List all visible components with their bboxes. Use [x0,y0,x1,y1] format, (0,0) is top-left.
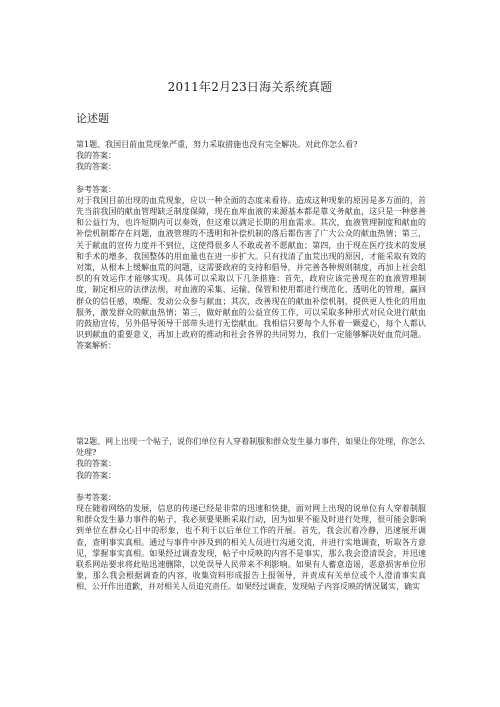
reference-answer-text: 现在随着网络的发展，信息的传递已经是非常的迅速和快捷，面对网上出现的说单位有人穿着制服和群众发生暴力事件的帖子，我必须要果断采取行动，因为如果不能及时进行处理，很可能会影响到单位在群众心目中的形象，也不利于以后单位工作的开展。首先，我会沉着冷静，迅速展开调查，查明事实真相。通过与事件中涉及到的相关人员进行沟通交流，并进行实地调查，听取各方意见，掌握事实真相。如果经过调查发现，帖子中反映的内容不是事实，那么我会澄清误会，并迅速联系网站要求将此贴迅速删除，以免误导人民带来不利影响。如果有人蓄意造谣，恶意损害单位形象，那么我会根据调查的内容，收集资料形成报告上报领导，并责成有关单位或个人澄清事实真相、公开作出道歉，并对相关人员追究责任。如果经过调查，发现帖子内容反映的情况属实，确实 [76,504,426,592]
reference-answer-label: 参考答案： [76,184,116,194]
spacer [76,481,426,492]
spacer [76,173,426,184]
page-title: 2011年2月23日海关系统真题 [167,80,333,94]
question-prompt: 第2题、网上出现一个帖子，说你们单位有人穿着制服和群众发生暴力事件，如果让你处理，你怎么处理? [76,437,426,458]
section-heading: 论述题 [76,112,109,125]
reference-answer-text: 对于我国目前出现的血荒现象，应以一种全面的态度来看待。造成这种现象的原因是多方面的，首先当前我国的献血管理缺乏制度保障，现在血库血液的来源基本都是靠义务献血，这只是一种慈善和公益行为，也许短期内可以奏效，但这难以满足长期的用血需求。其次，血液管理制度和献血的补偿机制都存在问题，血液管理的不透明和补偿机制的落后都伤害了广大公众的献血热情；第三，关于献血的宣传力度并不到位，这使得很多人不敢或者不愿献血；第四，由于现在医疗技术的发展和手术的增多，我国整体的用血量也在进一步扩大。只有找清了血荒出现的原因，才能采取有效的对策，从根本上缓解血荒的问题，这需要政府的支持和倡导，并完善各种规则制度，再加上社会组织的有效运作才能够实现。具体可以采取以下几条措施：首先，政府应该完善现在的血液管理制度，制定相应的法律法规，对血液的采集、运输、保管和使用都进行规范化、透明化的管理，赢回群众的信任感，唤醒、发动公众参与献血；其次，改善现在的献血补偿机制，提供更人性化的用血服务，激发群众的献血热情；第三，做好献血的公益宣传工作，可以采取多种形式对民众进行献血的鼓励宣传，另外倡导领导干部带头进行无偿献血。我相信只要每个人怀着一颗爱心，每个人都认识到献血的重要意义，再加上政府的推动和社会各界的共同努力，我们一定能够解决好血荒问题。答案解析： [76,195,426,351]
reference-answer-label: 参考答案： [76,492,116,502]
my-answer-label: 我的答案： [76,151,116,161]
my-answer-label: 我的答案： [76,162,116,172]
question-block-1 [76,139,426,352]
question-block-2 [76,436,426,593]
question-prompt: 第1题、我国目前血荒现象严重，努力采取措施也没有完全解决。对此你怎么看? [76,140,358,149]
my-answer-label: 我的答案： [76,459,116,469]
my-answer-label: 我的答案： [76,470,116,480]
